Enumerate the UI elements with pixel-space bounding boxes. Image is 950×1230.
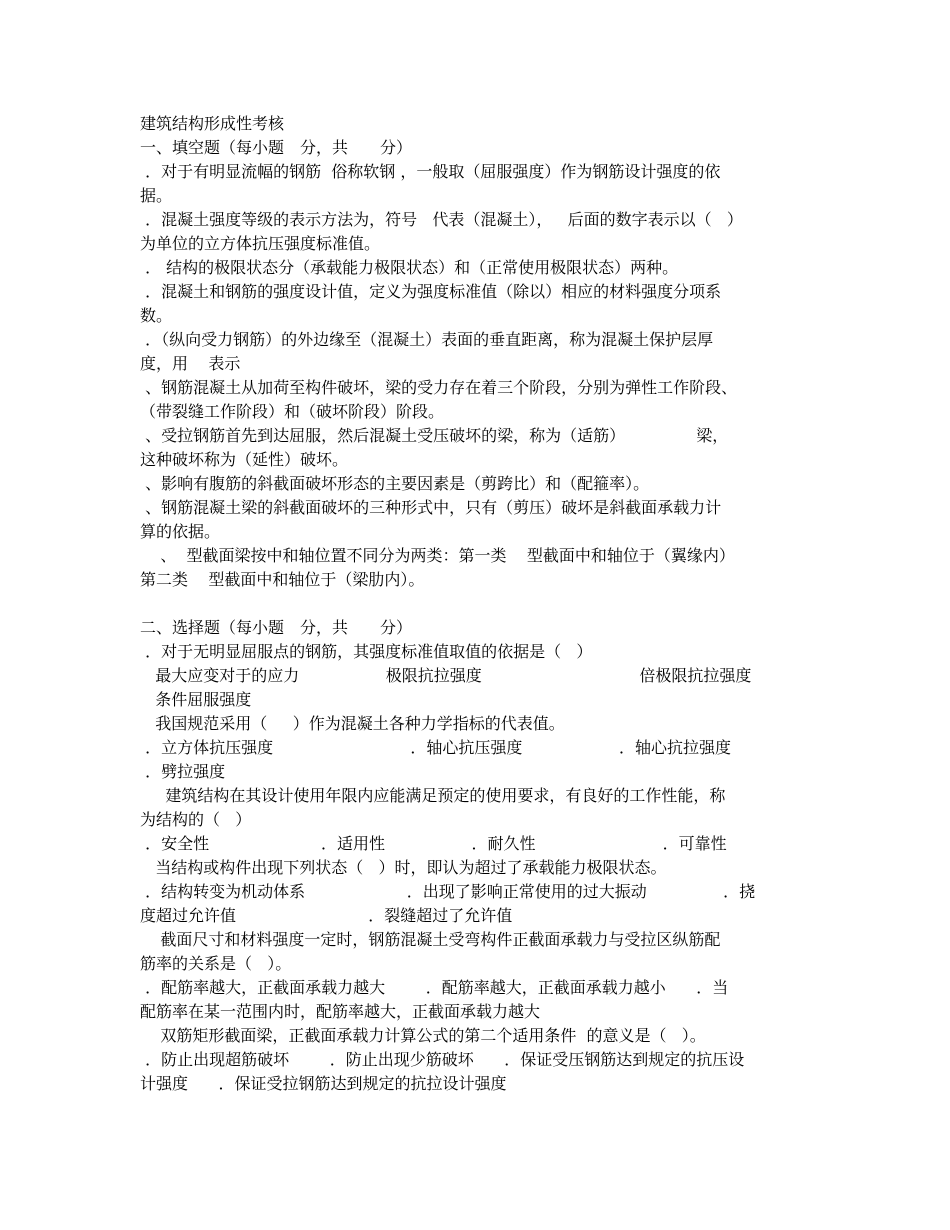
section2-line: ．安全性 ．适用性 ．耐久性 ．可靠性: [140, 834, 727, 853]
section2-line: 当结构或构件出现下列状态（ ）时，即认为超过了承载能力极限状态。: [140, 858, 667, 877]
section1-line: （带裂缝工作阶段）和（破坏阶段）阶段。: [140, 402, 445, 421]
section1-heading: 一、填空题（每小题 分，共 分）: [140, 138, 413, 157]
section1-line: 度，用 表示: [140, 354, 241, 373]
section1-line: 、钢筋混凝土梁的斜截面破坏的三种形式中，只有（剪压）破坏是斜截面承载力计: [140, 498, 722, 517]
section2-heading: 二、选择题（每小题 分，共 分）: [140, 618, 413, 637]
section1-line: ． 结构的极限状态分（承载能力极限状态）和（正常使用极限状态）两种。: [140, 258, 679, 277]
section2-line: 截面尺寸和材料强度一定时，钢筋混凝土受弯构件正截面承载力与受拉区纵筋配: [140, 930, 721, 949]
section2-line: ．立方体抗压强度 ．轴心抗压强度 ．轴心抗拉强度: [140, 738, 732, 757]
section1-line: 算的依据。: [140, 522, 221, 541]
section2-line: ．配筋率越大，正截面承载力越大 ．配筋率越大，正截面承载力越小 ．当: [140, 978, 729, 997]
section2-line: 计强度 ．保证受拉钢筋达到规定的抗拉设计强度: [140, 1074, 507, 1093]
section1-line: 数。: [140, 306, 173, 325]
section1-line: 、 型截面梁按中和轴位置不同分为两类：第一类 型截面中和轴位于（翼缘内）: [140, 546, 735, 565]
section2-line: 建筑结构在其设计使用年限内应能满足预定的使用要求，有良好的工作性能，称: [140, 786, 726, 805]
section1-line: 、钢筋混凝土从加荷至构件破坏，梁的受力存在着三个阶段，分别为弹性工作阶段、: [140, 378, 738, 397]
section2-line: 最大应变对于的应力 极限抗拉强度 倍极限抗拉强度: [140, 666, 752, 685]
section2-line: 为结构的（ ）: [140, 810, 252, 829]
section2-line: 条件屈服强度: [140, 690, 252, 709]
document-body: [140, 112, 812, 1096]
section2-line: 配筋率在某一范围内时，配筋率越大，正截面承载力越大: [140, 1002, 541, 1021]
section1-line: ．混凝土强度等级的表示方法为，符号 代表（混凝土）， 后面的数字表示以（ ）: [140, 210, 743, 229]
section1-line: 、受拉钢筋首先到达屈服，然后混凝土受压破坏的梁，称为（适筋） 梁，: [140, 426, 729, 445]
section1-line: ．（纵向受力钢筋）的外边缘至（混凝土）表面的垂直距离，称为混凝土保护层厚: [140, 330, 714, 349]
section2-line: 双筋矩形截面梁，正截面承载力计算公式的第二个适用条件 的意义是（ ）。: [140, 1026, 706, 1045]
section1-line: 、影响有腹筋的斜截面破坏形态的主要因素是（剪跨比）和（配箍率）。: [140, 474, 650, 493]
section2-line: 度超过允许值 ．裂缝超过了允许值: [140, 906, 513, 925]
section1-line: 第二类 型截面中和轴位于（梁肋内）。: [140, 570, 425, 589]
section-spacer: [140, 592, 812, 616]
document-title: 建筑结构形成性考核: [140, 114, 285, 133]
section2-line: 我国规范采用（ ）作为混凝土各种力学指标的代表值。: [140, 714, 565, 733]
section2-line: ．对于无明显屈服点的钢筋，其强度标准值取值的依据是（ ）: [140, 642, 593, 661]
section2-line: ．劈拉强度: [140, 762, 226, 781]
section1-line: 据。: [140, 186, 173, 205]
section1-line: 为单位的立方体抗压强度标准值。: [140, 234, 381, 253]
section2-line: ．防止出现超筋破坏 ．防止出现少筋破坏 ．保证受压钢筋达到规定的抗压设: [140, 1050, 745, 1069]
section1-line: 这种破坏称为（延性）破坏。: [140, 450, 349, 469]
section2-line: ．结构转变为机动体系 ．出现了影响正常使用的过大振动 ．挠: [140, 882, 756, 901]
section2-line: 筋率的关系是（ ）。: [140, 954, 292, 973]
section1-line: ．对于有明显流幅的钢筋 俗称软钢 ，一般取（屈服强度）作为钢筋设计强度的依: [140, 162, 721, 181]
section1-line: ．混凝土和钢筋的强度设计值，定义为强度标准值（除以）相应的材料强度分项系: [140, 282, 722, 301]
